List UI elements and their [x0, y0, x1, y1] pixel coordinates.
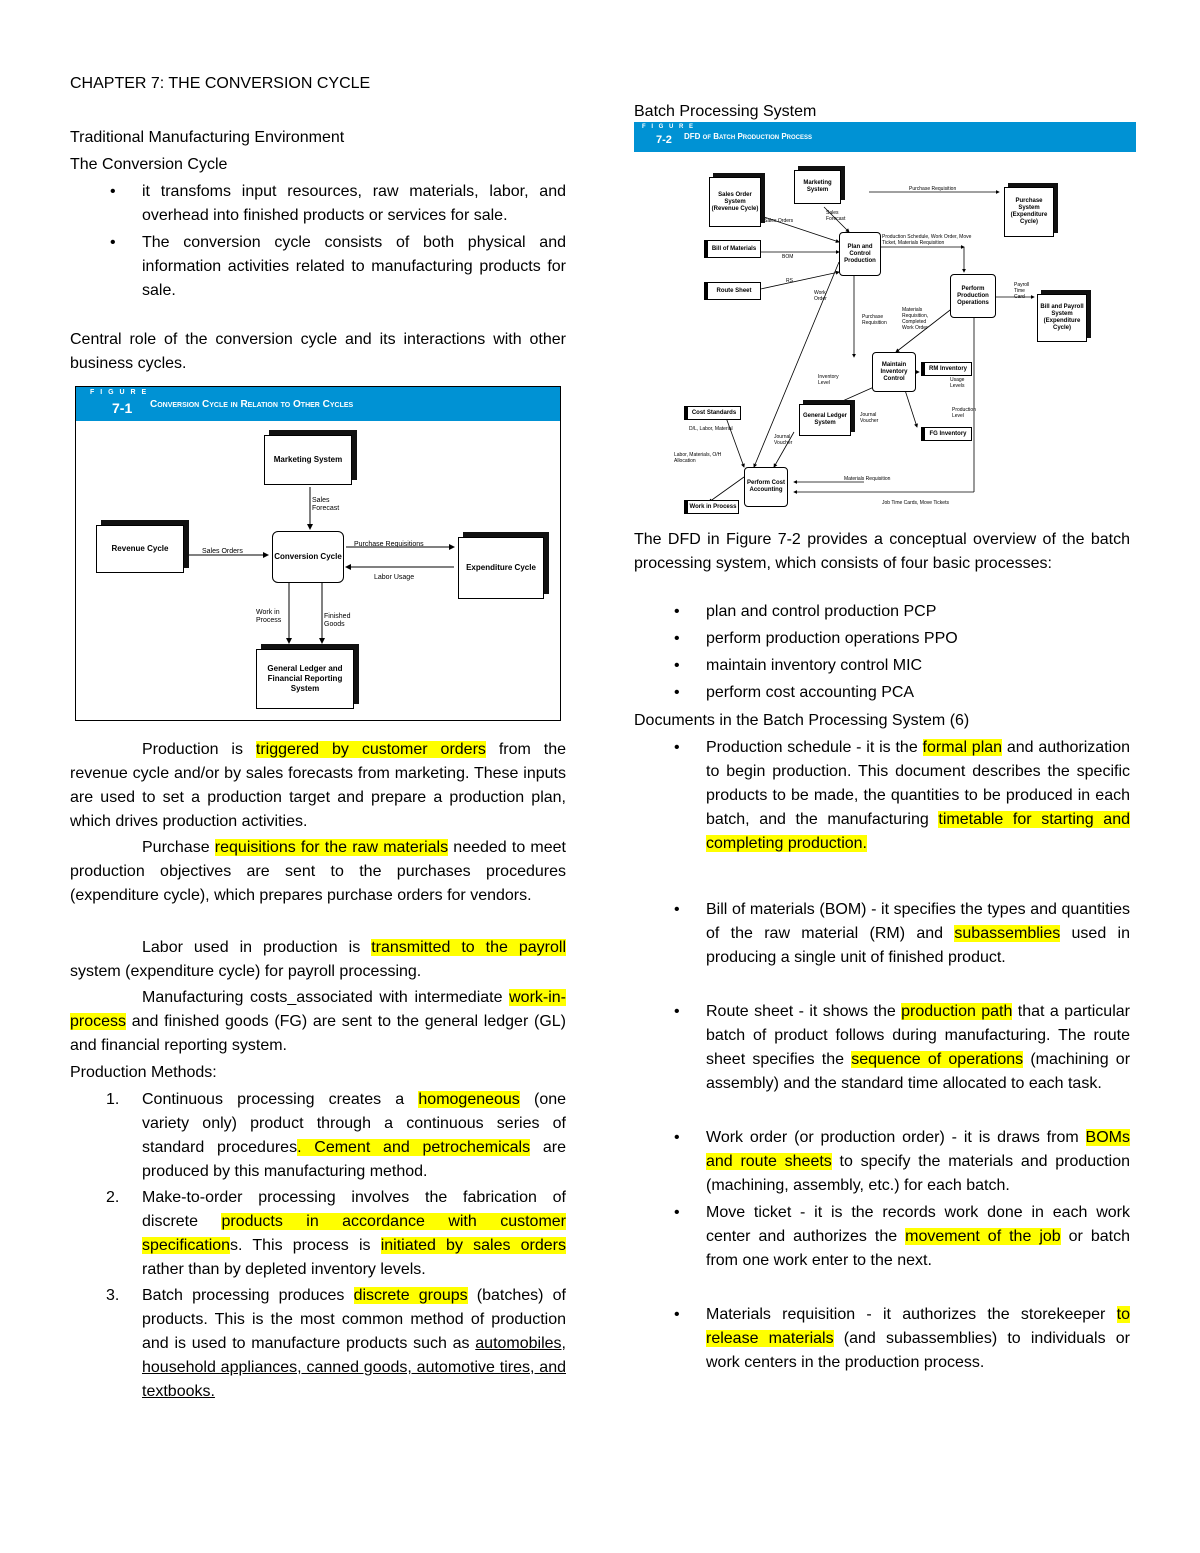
flow-label: BOM	[782, 254, 794, 260]
list-number: 2.	[106, 1189, 120, 1206]
highlighted-text: sequence of operations	[851, 1051, 1024, 1068]
text-run: Continuous processing creates a	[142, 1091, 419, 1108]
highlighted-text: triggered by customer orders	[255, 741, 486, 758]
subsection-title: The Conversion Cycle	[70, 156, 228, 173]
text-run: rather than by depleted inventory levels.	[142, 1261, 426, 1278]
highlighted-text: initiated by sales orders	[380, 1237, 566, 1254]
list-number: 1.	[106, 1091, 120, 1108]
flow-label: Payroll Time Card	[1014, 282, 1030, 300]
conversion-cycle-node: Conversion Cycle	[272, 531, 344, 583]
text-run: Bill of materials (BOM) - it specifies the types and quantities of the raw material (RM) and	[706, 901, 1130, 942]
flow-label: Sales Orders	[202, 548, 243, 555]
text-run: needed to meet production objectives are sent to the purchases procedures (expenditure cycle), which prepares purchase orders for vendors.	[70, 839, 566, 904]
work-in-process-store: Work in Process	[684, 500, 739, 514]
figure-title: DFD of Batch Production Process	[684, 132, 813, 141]
list-item	[634, 1201, 1130, 1273]
paragraph-manufacturing-costs	[70, 986, 566, 1058]
production-methods-title: Production Methods:	[70, 1064, 217, 1081]
list-item	[634, 1000, 1130, 1096]
highlighted-text: movement of the job	[905, 1228, 1061, 1245]
text-run: Work order (or production order) - it is draws from	[706, 1129, 1086, 1146]
general-ledger-system-node: General Ledger System	[799, 404, 851, 436]
list-item: • plan and control production PCP	[634, 600, 1130, 624]
dfd-paragraph: The DFD in Figure 7-2 provides a conceptual overview of the batch processing system, which consists of four basic processes:	[634, 531, 1130, 572]
highlighted-text: work-in-process	[70, 989, 566, 1030]
rm-inventory-store: RM Inventory	[921, 362, 972, 376]
cost-standards-store: Cost Standards	[684, 406, 741, 420]
text-run: Make-to-order processing involves the fabrication of discrete	[142, 1189, 566, 1230]
paragraph-purchase	[70, 836, 566, 908]
route-sheet-store: Route Sheet	[704, 282, 761, 300]
list-item	[634, 898, 1130, 970]
text-run: Move ticket - it is the records work done in each work center and authorizes the	[706, 1204, 1130, 1245]
flow-label: Labor Usage	[374, 574, 415, 581]
flow-label: Production Level	[952, 407, 976, 419]
text-run: (and subassemblies) to individuals or work centers in the production process.	[706, 1330, 1131, 1371]
flow-label: Journal Voucher	[774, 434, 793, 446]
list-item	[634, 736, 1130, 856]
central-role-text: Central role of the conversion cycle and its interactions with other business cycles.	[70, 331, 566, 372]
flow-label: Labor, Materials, O/H Allocation	[674, 452, 722, 464]
plan-control-production-process: Plan and Control Production	[839, 232, 881, 276]
list-item	[70, 1284, 566, 1404]
revenue-cycle-node: Revenue Cycle	[96, 525, 184, 573]
flow-label: Production Schedule, Work Order, Move Ticket, Materials Requisition	[882, 234, 972, 246]
flow-label: Purchase Requisitions	[354, 541, 424, 548]
text-run: and authorization to begin production. This document describes the specific products to be made, the quantities to be produced in each batch, and the manufacturing	[706, 739, 1130, 828]
process-list	[634, 600, 1130, 705]
expenditure-cycle-node: Expenditure Cycle	[458, 537, 544, 599]
text-run: s. This process is	[230, 1237, 381, 1254]
text-run: (batches) of products. This is the most common method of production and is used to manufacture products such as	[142, 1287, 566, 1352]
text-run: Batch processing produces	[142, 1287, 354, 1304]
text-run: that a particular batch of product follows during manufacturing. The route sheet specifies the	[706, 1003, 1130, 1068]
highlighted-text: . Cement and petrochemicals	[297, 1139, 531, 1156]
bill-of-materials-store: Bill of Materials	[704, 240, 761, 258]
marketing-system-node: Marketing System	[794, 170, 841, 204]
flow-label: D/L, Labor, Material	[689, 426, 733, 432]
flow-label: Materials Requisition, Completed Work Order	[902, 307, 929, 331]
text-run: from the revenue cycle and/or by sales forecasts from marketing. These inputs are used to set a production target and prepare a production plan, which drives production activities.	[70, 741, 566, 830]
batch-title: Batch Processing System	[634, 103, 817, 120]
section-title: Traditional Manufacturing Environment	[70, 129, 345, 146]
chapter-title: CHAPTER 7: THE CONVERSION CYCLE	[70, 75, 371, 92]
list-item: • The conversion cycle consists of both physical and information activities related to manufacturing products for sale.	[70, 231, 566, 303]
highlighted-text: requisitions for the raw materials	[214, 839, 449, 856]
text-run: Purchase	[142, 839, 215, 856]
list-item	[70, 1186, 566, 1282]
highlighted-text: homogeneous	[418, 1091, 520, 1108]
flow-label: Sales Forecast	[826, 210, 846, 222]
highlighted-text: timetable for starting and completing production	[706, 811, 1130, 852]
list-item	[70, 1088, 566, 1184]
highlighted-text: BOMs and route sheets	[706, 1129, 1130, 1170]
flow-label: Sales Forecast	[312, 497, 340, 512]
figure-label: F I G U R E	[642, 124, 696, 130]
perform-cost-accounting-process: Perform Cost Accounting	[744, 467, 788, 507]
marketing-system-node: Marketing System	[264, 435, 352, 485]
figure-label: F I G U R E	[90, 389, 149, 396]
list-item	[634, 1126, 1130, 1198]
list-item: • perform cost accounting PCA	[634, 681, 1130, 705]
paragraph-labor	[70, 936, 566, 984]
documents-list	[634, 736, 1130, 1375]
payroll-system-node: Bill and Payroll System (Expenditure Cycle)	[1037, 294, 1087, 342]
flow-label: Inventory Level	[818, 374, 839, 386]
flow-label: Sales Orders	[764, 218, 794, 224]
text-run: are produced by this manufacturing method.	[142, 1139, 566, 1180]
flow-label: Work in Process	[256, 609, 282, 624]
figure-7-1	[75, 386, 561, 721]
text-run: (one variety only) product through a continuous series of standard procedures	[142, 1091, 567, 1156]
sales-order-system-node: Sales Order System (Revenue Cycle)	[709, 177, 761, 227]
text-run: Production schedule - it is the	[706, 739, 923, 756]
figure-7-2	[634, 122, 1136, 514]
text-run: Labor used in production is	[142, 939, 372, 956]
flow-label: Usage Levels	[950, 377, 965, 389]
perform-production-operations-process: Perform Production Operations	[950, 274, 996, 318]
list-item: • perform production operations PPO	[634, 627, 1130, 651]
text-run: used in producing a single unit of finished product.	[706, 925, 1130, 966]
text-run: to specify the materials and production (machining, assembly, etc.) for each batch.	[706, 1153, 1131, 1194]
flow-label: Purchase Requisition	[862, 314, 887, 326]
purchase-system-node: Purchase System (Expenditure Cycle)	[1004, 187, 1054, 237]
figure-number: 7-2	[656, 134, 672, 146]
figure-number: 7-1	[112, 400, 133, 416]
text-run: (machining or assembly) and the standard time allocated to each task.	[706, 1051, 1131, 1092]
fg-inventory-store: FG Inventory	[921, 427, 972, 441]
highlighted-text: products in accordance with customer specification	[142, 1213, 567, 1254]
maintain-inventory-control-process: Maintain Inventory Control	[872, 352, 916, 392]
text-run: system (expenditure cycle) for payroll processing.	[70, 963, 422, 980]
highlighted-text: discrete groups	[353, 1287, 468, 1304]
text-run: Production is	[142, 741, 256, 758]
underlined-text: automobiles, household appliances, canned goods, automotive tires, and textbooks.	[142, 1335, 566, 1400]
general-ledger-node: General Ledger and Financial Reporting System	[256, 649, 354, 709]
text-run: Route sheet - it shows the	[706, 1003, 902, 1020]
highlighted-text: to release materials	[706, 1306, 1130, 1347]
highlighted-text: .	[862, 835, 867, 852]
production-methods-list	[70, 1088, 566, 1404]
flow-label: Work Order	[814, 290, 827, 302]
flow-label: Job Time Cards, Move Tickets	[882, 500, 949, 506]
list-item: • it transfoms input resources, raw materials, labor, and overhead into finished products or services for sale.	[70, 180, 566, 228]
flow-label: Materials Requisition	[844, 476, 891, 482]
paragraph-production	[70, 738, 566, 834]
highlighted-text: transmitted to the payroll	[371, 939, 566, 956]
list-number: 3.	[106, 1287, 120, 1304]
docs-title: Documents in the Batch Processing System (6)	[634, 712, 970, 729]
flow-label: Purchase Requisition	[909, 186, 957, 192]
highlighted-text: subassemblies	[954, 925, 1061, 942]
list-item: • maintain inventory control MIC	[634, 654, 1130, 678]
text-run: or batch from one work enter to the next.	[706, 1228, 1131, 1269]
flow-label: Journal Voucher	[860, 412, 879, 424]
text-run: Materials requisition - it authorizes the storekeeper	[706, 1306, 1117, 1323]
intro-bullets	[70, 180, 566, 303]
flow-label: Finished Goods	[324, 613, 351, 628]
list-item	[634, 1303, 1130, 1375]
flow-label: RS	[786, 278, 793, 284]
highlighted-text: formal plan	[922, 739, 1003, 756]
figure-title: Conversion Cycle in Relation to Other Cycles	[150, 399, 354, 410]
text-run: Manufacturing costs_associated with intermediate	[142, 989, 510, 1006]
highlighted-text: production path	[901, 1003, 1013, 1020]
text-run: and finished goods (FG) are sent to the general ledger (GL) and financial reporting system.	[70, 1013, 566, 1054]
